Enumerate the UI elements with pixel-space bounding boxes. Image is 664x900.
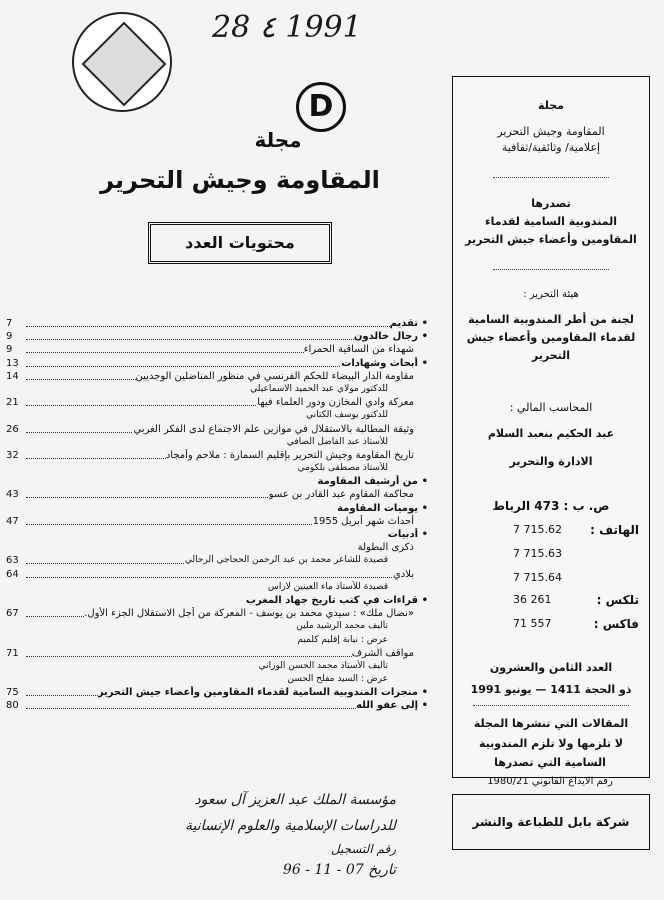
toc-row <box>6 647 428 660</box>
toc-entry-text: عرض : نيابة إقليم كلميم <box>297 634 428 647</box>
toc-page-number: 13 <box>6 357 19 369</box>
side-name: المقاومة وجيش التحرير <box>497 125 605 138</box>
toc-entry-text: أحداث شهر أبريل 1955 <box>313 515 428 528</box>
side-board-label: هيئة التحرير : <box>523 289 579 300</box>
toc-entry-text: «نضال ملك» : سيدي محمد بن يوسف - المعركة من أجل الاستقلال الجزء الأول. <box>84 607 428 620</box>
toc-page-number: 7 <box>6 318 13 329</box>
side-phone-1: 7 715.62 <box>513 523 562 536</box>
toc-row <box>6 475 428 488</box>
side-publisher-2: المقاومين وأعضاء جيش التحرير <box>465 233 637 246</box>
toc-entry-text: مقاومة الدار البيضاء للحكم الفرنسي في منظور المناضلين الوجديين <box>136 370 428 383</box>
toc-entry-text: أبحاث وشهادات • <box>341 357 428 370</box>
toc-row <box>6 515 428 528</box>
side-type: إعلامية/ وثائقية/ثقافية <box>501 141 601 154</box>
toc-row <box>6 423 428 436</box>
toc-row <box>6 581 428 594</box>
badge-d: D <box>296 82 346 132</box>
side-publisher-1: المندوبية السامية لقدماء <box>484 215 618 228</box>
toc-page-number: 75 <box>6 687 19 699</box>
toc-entry-text: يوميات المقاومة • <box>337 502 428 515</box>
side-phone-3: 7 715.64 <box>513 571 562 584</box>
side-divider <box>493 269 609 270</box>
library-seal <box>72 12 172 112</box>
side-date: ذو الحجة 1411 — يونيو 1991 <box>470 683 632 696</box>
toc-row <box>6 568 428 581</box>
side-issue: العدد الثامن والعشرون <box>489 661 613 674</box>
toc-row <box>6 660 428 673</box>
toc-entry-text: معركة وادي المخازن ودور العلماء فيها <box>257 396 428 409</box>
toc-entry-text: من أرشيف المقاومة • <box>318 475 428 488</box>
toc-row <box>6 343 428 356</box>
toc-entry-text: قصيدة للأستاذ ماء العينين لاراس <box>268 581 428 594</box>
toc-entry-text: قصيدة للشاعر محمد بن عبد الرحمن الحجاجي الرحالي <box>185 554 428 567</box>
toc-row <box>6 594 428 607</box>
table-of-contents <box>6 317 428 713</box>
side-po-box: ص. ب : 473 الرباط <box>492 499 610 513</box>
toc-entry-text: تأليف الأستاذ محمد الحسن الوزاني <box>259 660 428 673</box>
toc-page-number: 9 <box>6 344 13 356</box>
toc-row <box>6 330 428 343</box>
toc-entry-text: عرض : السيد مفلح الحسن <box>288 673 429 686</box>
toc-row <box>6 528 428 541</box>
toc-page-number: 71 <box>6 647 19 659</box>
toc-page-number: 26 <box>6 423 19 435</box>
toc-entry-text: للدكتور يوسف الكتاني <box>306 409 428 422</box>
side-deposit: رقم الايداع القانوني 1980/21 <box>487 776 613 787</box>
toc-row <box>6 409 428 422</box>
toc-row <box>6 370 428 383</box>
toc-entry-text: شهداء من الساقية الحمراء <box>304 343 428 356</box>
toc-row <box>6 383 428 396</box>
toc-page-number: 32 <box>6 449 19 461</box>
toc-row <box>6 317 428 330</box>
masthead-box <box>452 76 650 778</box>
seal-emblem <box>82 22 167 107</box>
library-stamp-line-2: للدراسات الإسلامية والعلوم الإنسانية <box>185 818 396 834</box>
toc-entry-text: للدكتور مولاي عبد الحميد الاسماعيلي <box>250 383 428 396</box>
toc-entry-text: منجزات المندوبية السامية لقدماء المقاومين وأعضاء جيش التحرير • <box>98 686 428 699</box>
toc-row <box>6 357 428 370</box>
side-board-1: لجنة من أطر المندوبية السامية <box>468 313 634 326</box>
toc-entry-text: للأستاذ مصطفى بلكومي <box>298 462 428 475</box>
side-telex: 36 261 <box>513 593 552 606</box>
toc-entry-text: أدبيات • <box>388 528 428 541</box>
toc-entry-text: وثيقة المطالبة بالاستقلال في موازين علم الاجتماع لدى الفكر الغربي <box>133 423 428 436</box>
side-admin: الادارة والتحرير <box>509 455 593 468</box>
side-telex-label: تلكس : <box>596 593 639 607</box>
toc-entry-text: ذكرى البطولة <box>358 541 428 554</box>
toc-page-number: 43 <box>6 489 19 501</box>
side-board-3: التحرير <box>531 349 571 362</box>
side-phone-label: الهاتف : <box>590 523 639 537</box>
side-accountant: عبد الحكيم بنعبد السلام <box>487 427 615 440</box>
toc-entry-text: تأليف محمد الرشيد ملين <box>296 620 428 633</box>
toc-leader-dots <box>26 577 428 578</box>
side-divider <box>493 177 609 178</box>
toc-page-number: 47 <box>6 515 19 527</box>
toc-page-number: 9 <box>6 331 13 343</box>
toc-row <box>6 699 428 712</box>
side-divider <box>473 705 629 706</box>
toc-leader-dots <box>26 326 428 327</box>
toc-row <box>6 673 428 686</box>
toc-row <box>6 396 428 409</box>
side-fax: 71 557 <box>513 617 552 630</box>
side-note-3-visible: السامية التي تصدرها <box>494 756 606 769</box>
handwritten-date: 28 ٤ 1991 <box>212 10 362 45</box>
side-note-1: المقالات التي تنشرها المجلة <box>473 717 629 730</box>
toc-entry-text: مواقف الشرف <box>352 647 428 660</box>
toc-page-number: 21 <box>6 397 19 409</box>
side-board-2: لقدماء المقاومين وأعضاء جيش <box>466 331 636 344</box>
toc-entry-text: للأستاذ عبد الفاضل الصافي <box>287 436 428 449</box>
toc-row <box>6 462 428 475</box>
toc-entry-text: محاكمة المقاوم عبد القادر بن عسو <box>269 488 428 501</box>
toc-row <box>6 436 428 449</box>
library-stamp-line-1: مؤسسة الملك عبد العزيز آل سعود <box>194 792 396 808</box>
library-stamp-line-4: تاريخ 07 - 11 - 96 <box>282 862 396 878</box>
contents-heading: محتويات العدد <box>148 222 332 264</box>
toc-row <box>6 449 428 462</box>
toc-row <box>6 607 428 620</box>
toc-page-number: 67 <box>6 608 19 620</box>
toc-page-number: 80 <box>6 700 19 712</box>
toc-row <box>6 686 428 699</box>
toc-row <box>6 488 428 501</box>
toc-page-number: 64 <box>6 568 19 580</box>
side-accountant-label: المحاسب المالي : <box>509 401 593 414</box>
toc-row <box>6 541 428 554</box>
toc-page-number: 63 <box>6 555 19 567</box>
magazine-title: المقاومة وجيش التحرير <box>100 166 380 194</box>
toc-entry-text: تاريخ المقاومة وجيش التحرير بإقليم السمارة : ملاحم وأمجاد <box>166 449 428 462</box>
side-magazine: مجلة <box>538 99 564 112</box>
side-fax-label: فاكس : <box>593 617 639 631</box>
side-phone-2: 7 715.63 <box>513 547 562 560</box>
toc-row <box>6 634 428 647</box>
toc-entry-text: رجال خالدون • <box>354 330 428 343</box>
magazine-word: مجلة <box>254 128 302 152</box>
side-note-2: لا تلزمها ولا تلزم المندوبية <box>479 737 623 750</box>
toc-entry-text: تقديم • <box>390 317 428 330</box>
library-stamp-line-3: رقم التسجيل <box>330 842 396 856</box>
toc-row <box>6 620 428 633</box>
toc-entry-text: إلى عفو الله • <box>356 699 428 712</box>
toc-entry-text: بلادي <box>393 568 428 581</box>
toc-page-number: 14 <box>6 370 19 382</box>
toc-row <box>6 502 428 515</box>
toc-entry-text: قراءات في كتب تاريخ جهاد المغرب • <box>246 594 428 607</box>
side-published-label: تصدرها <box>531 197 571 210</box>
printer-box: شركة بابل للطباعة والنشر <box>452 794 650 850</box>
toc-row <box>6 554 428 567</box>
